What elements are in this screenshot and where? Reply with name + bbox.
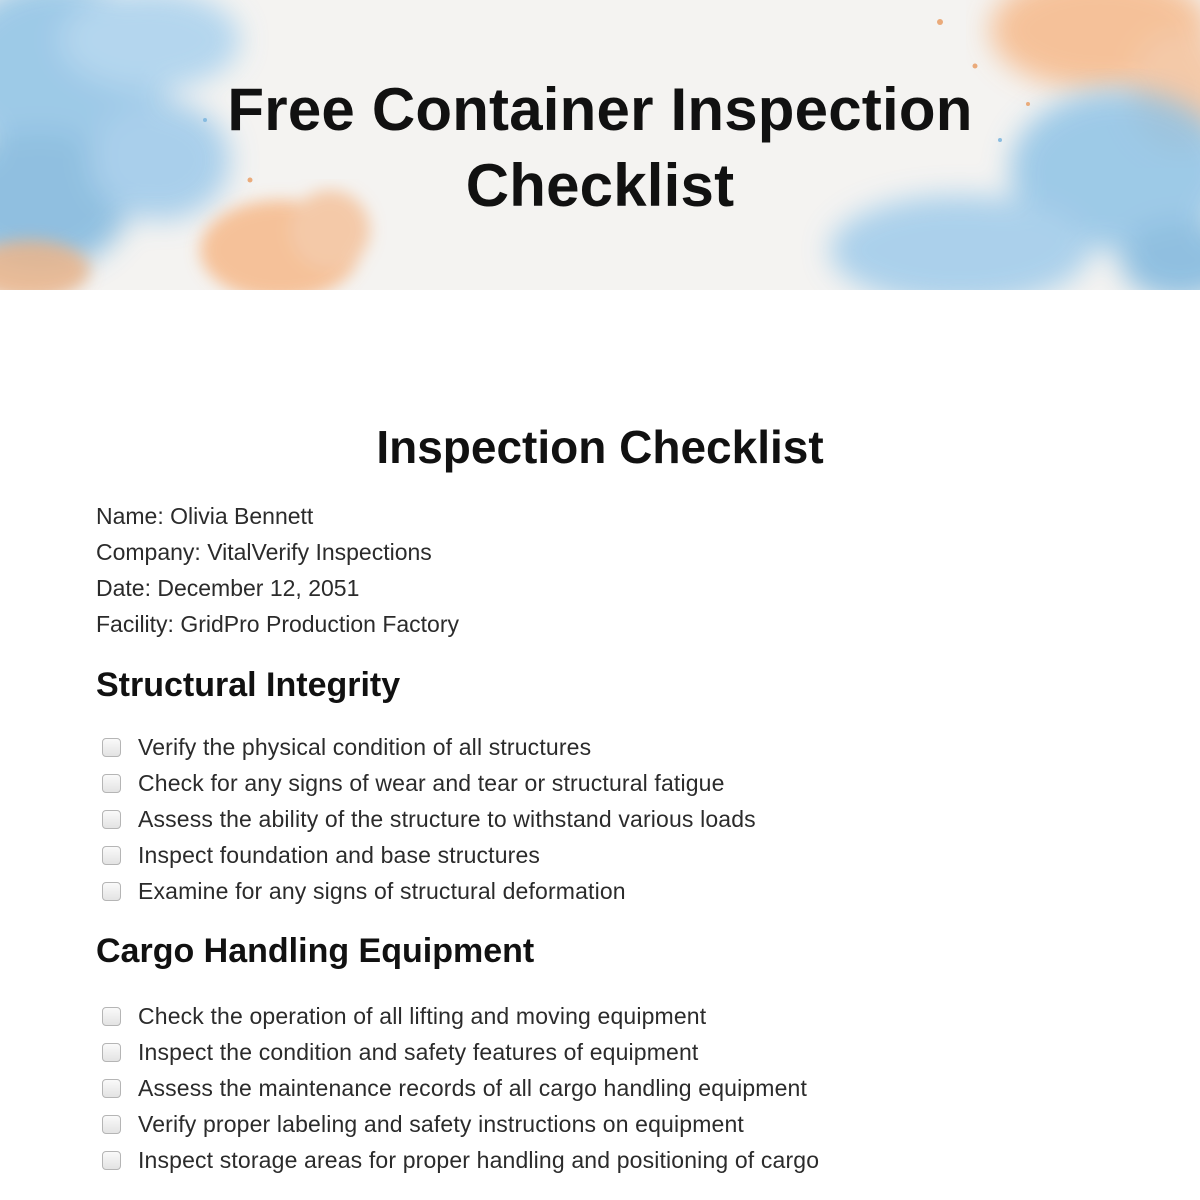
checkbox[interactable]	[102, 1151, 121, 1170]
checklist-item	[102, 801, 756, 837]
inspector-name: Name: Olivia Bennett	[96, 503, 314, 529]
checklist-item-label: Examine for any signs of structural deformation	[138, 877, 626, 904]
checklist-item-label: Verify proper labeling and safety instructions on equipment	[138, 1110, 744, 1137]
checklist-item	[102, 873, 756, 909]
checklist-item-label: Assess the ability of the structure to withstand various loads	[138, 805, 756, 832]
checkbox[interactable]	[102, 882, 121, 901]
facility-name: Facility: GridPro Production Factory	[96, 611, 460, 637]
banner-title	[0, 72, 1200, 224]
checklist-item	[102, 1106, 819, 1142]
checklist-item-label: Assess the maintenance records of all cargo handling equipment	[138, 1074, 808, 1101]
checklist-item-label: Verify the physical condition of all structures	[138, 733, 592, 760]
checklist-item-label: Inspect foundation and base structures	[138, 841, 541, 868]
checklist-item-label: Inspect storage areas for proper handling and positioning of cargo	[138, 1146, 820, 1173]
checklist-item	[102, 1034, 819, 1070]
document-title: Inspection Checklist	[376, 421, 824, 473]
checklist-item	[102, 765, 756, 801]
checklist-item-label: Check for any signs of wear and tear or structural fatigue	[138, 769, 725, 796]
checklist-item	[102, 1142, 819, 1178]
checklist-item-label: Check the operation of all lifting and moving equipment	[138, 1002, 707, 1029]
section-heading-structural-integrity: Structural Integrity	[96, 666, 401, 704]
banner-title-line-2: Checklist	[465, 152, 735, 219]
inspection-details	[96, 498, 459, 642]
checklist-item-label: Inspect the condition and safety features of equipment	[138, 1038, 699, 1065]
banner-title-line-1: Free Container Inspection	[227, 76, 973, 143]
checklist-structural-integrity	[102, 729, 756, 909]
checkbox[interactable]	[102, 1007, 121, 1026]
company-name: Company: VitalVerify Inspections	[96, 539, 432, 565]
checkbox[interactable]	[102, 846, 121, 865]
checklist-item	[102, 1070, 819, 1106]
checkbox[interactable]	[102, 810, 121, 829]
checklist-item	[102, 729, 756, 765]
section-heading-cargo-handling-equipment: Cargo Handling Equipment	[96, 932, 535, 970]
checklist-cargo-handling-equipment	[102, 998, 819, 1178]
checklist-item	[102, 837, 756, 873]
checkbox[interactable]	[102, 738, 121, 757]
checklist-item	[102, 998, 819, 1034]
checkbox[interactable]	[102, 774, 121, 793]
checkbox[interactable]	[102, 1079, 121, 1098]
header-banner	[0, 0, 1200, 290]
checkbox[interactable]	[102, 1115, 121, 1134]
inspection-date: Date: December 12, 2051	[96, 575, 360, 601]
checkbox[interactable]	[102, 1043, 121, 1062]
